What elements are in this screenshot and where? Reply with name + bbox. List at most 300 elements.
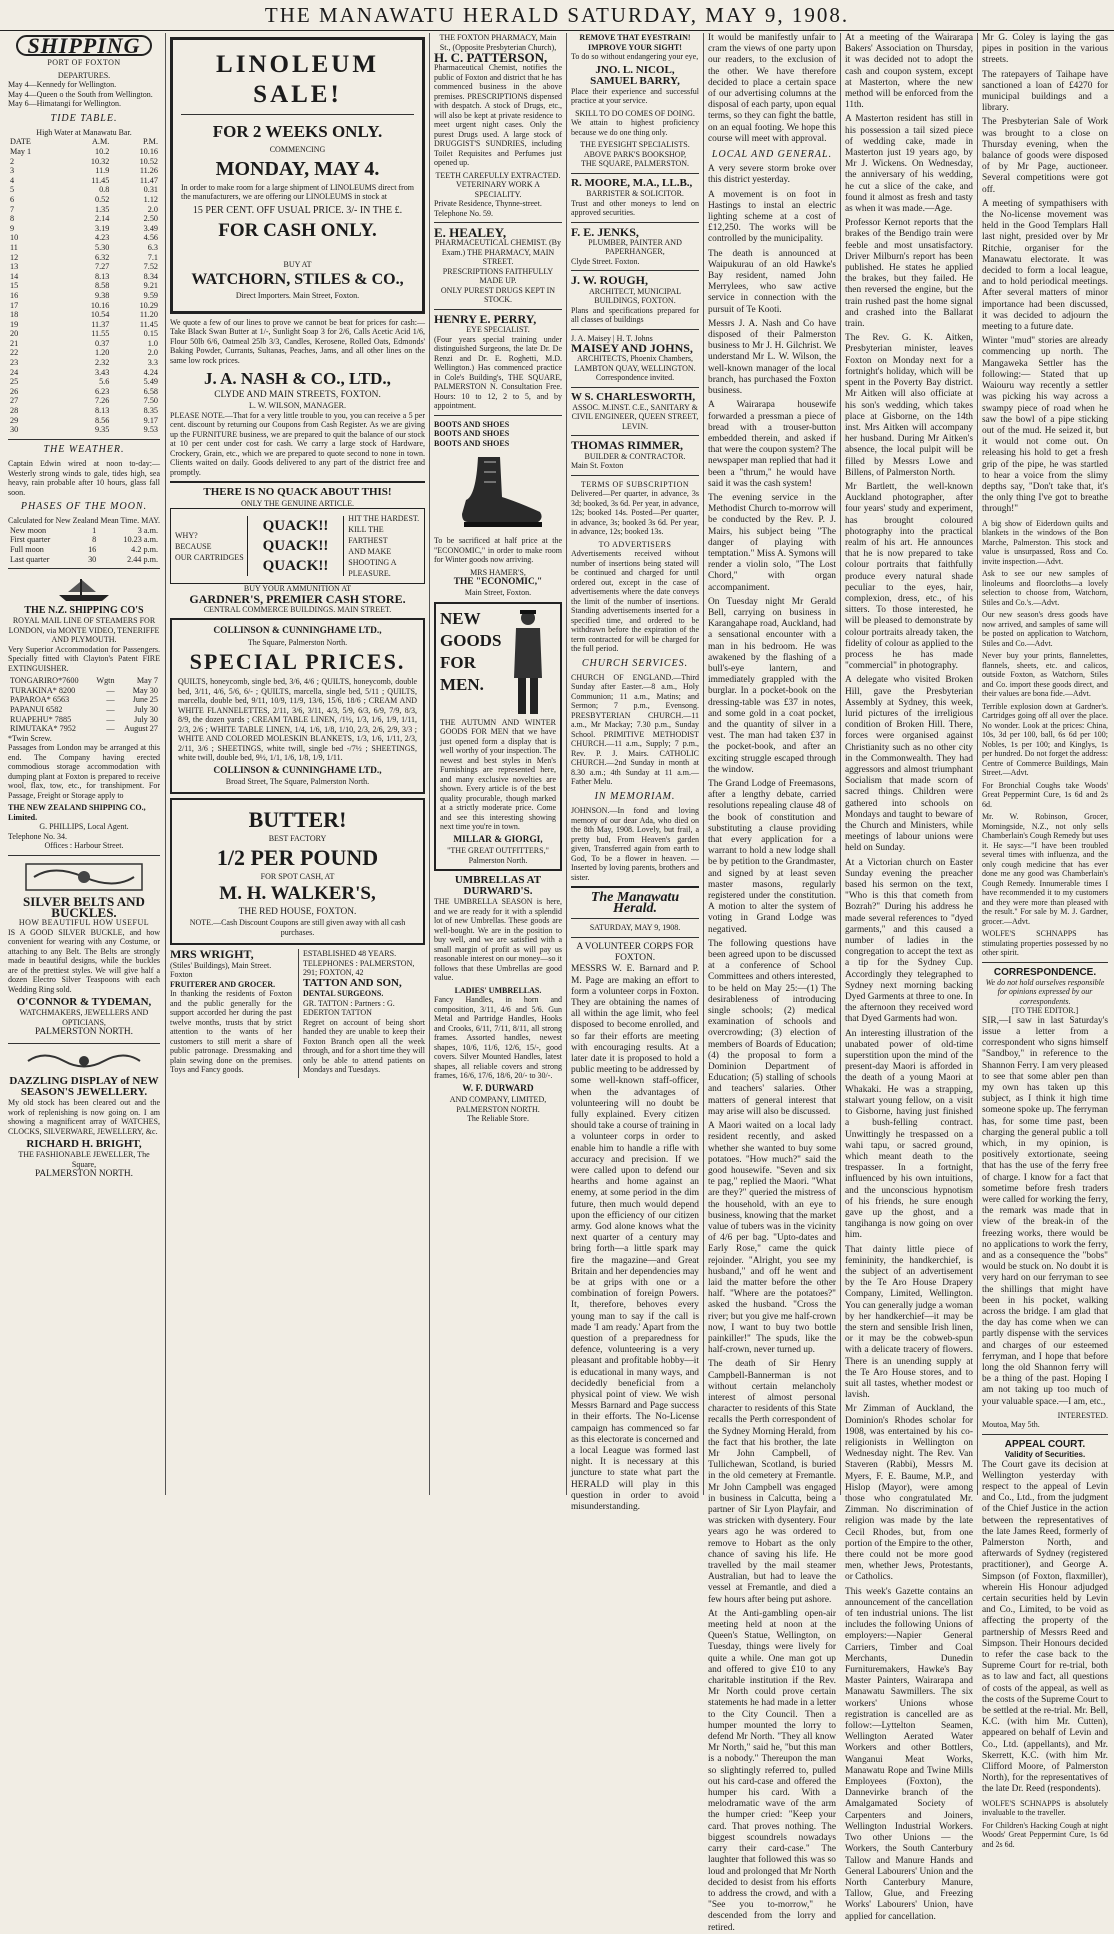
- column-display-ads: [170, 33, 425, 1495]
- tide-heading: TIDE TABLE.: [50, 112, 118, 124]
- article-paragraph: A Masterton resident has still in his possession a tail sized piece of wedding cake, made in Masterton just 19 years ago, by Mr J. Wickens. On Wednesday, the anniversary of his wedding, he cut a slice of the cake, and found it almost as fresh and tasty as when it was made.—Age.: [845, 114, 973, 215]
- watchorn-name: WATCHORN, STILES & CO.,: [191, 271, 404, 289]
- table-cell: 2: [10, 156, 15, 166]
- new-goods-word: GOODS: [440, 630, 502, 650]
- table-cell: —: [106, 685, 115, 695]
- letter-signature: INTERESTED.: [1057, 1410, 1108, 1420]
- linoleum-commencing: COMMENCING: [269, 145, 326, 154]
- memoriam-heading: IN MEMORIAM.: [594, 790, 676, 802]
- article-paragraph: A Maori waited on a local lady resident recently, and asked whether she wanted to buy some potatoes. "How much?" said the good housewife. "Seven and six te pag," replied the Maori. "What are they?" queried the mistress of the household, with an eye to business, knowing that the market value of tubers was in the vicinity of 4/6 per bag. "Upto-dates and Early Rose," came the quick rejoinder. "Alright, you see my husband," and off he went and laid the matter before the other half. "Where are the potatoes?" asked the husband. "Cross the river; but you give me half-crown now, I want to buy two bottle painkiller!" The spuds, like the half-crown, never turned up.: [708, 1121, 836, 1356]
- healey-sub: PHARMACEUTICAL CHEMIST. (By Exam.) THE PHARMACY, MAIN STREET.: [434, 238, 561, 267]
- table-cell: 11.37: [91, 319, 110, 329]
- tide-row: [8, 233, 160, 243]
- article-paragraph: The Presbyterian Sale of Work was brought to a close on Thursday evening, when the balance of goods were disposed of by Mr Page, auctioneer. Several competitions were got off.: [982, 117, 1108, 195]
- table-cell: 24: [10, 367, 19, 377]
- bright-sub: THE FASHIONABLE JEWELLER, The Square,: [18, 1150, 150, 1169]
- gentleman-figure-icon: [504, 608, 552, 718]
- rimmer-name: THOMAS RIMMER,: [571, 438, 683, 453]
- church-text: CHURCH OF ENGLAND.—Third Sunday after Easter.—8 a.m., Holy Communion; 11 a.m., Matins; and Sermon; 7 p.m., Evensong. PRESBYTERIAN CHURCH.—11 a.m., Mr Mackay; 7.30 p.m., Sunday School. PRIMITIVE METHODIST CHURCH.—11 a.m., Supply; 7 p.m., Rev. P. J. Mairs. CATHOLIC CHURCH.—2nd Sunday in month at 8.30 a.m.; 4th Sunday at 11 a.m.—Father Melu.: [571, 672, 699, 787]
- table-cell: 6.3: [147, 242, 158, 252]
- masthead: THE MANAWATU HERALD SATURDAY, MAY 9, 1908.: [0, 0, 1114, 31]
- article-paragraph: A Wairarapa housewife forwarded a pressman a piece of bread with a trouser-button embedded therein, and asked if that were the coupon system? The newspaper man replied that had it been a "thrum," he would have said it was the cash system!: [708, 400, 836, 489]
- prescriptions-line: PRESCRIPTIONS FAITHFULLY MADE UP.: [442, 266, 554, 286]
- table-cell: 15: [10, 281, 19, 291]
- tide-row: [8, 348, 160, 358]
- table-cell: Last quarter: [10, 554, 50, 564]
- quack-buy: BUY YOUR AMMUNITION AT: [243, 584, 352, 594]
- steamer-row: [8, 715, 160, 725]
- table-cell: 4.2 p.m.: [131, 544, 158, 554]
- moon-row: [8, 535, 160, 545]
- table-cell: 7: [10, 204, 15, 214]
- table-cell: 0.31: [143, 185, 158, 195]
- moon-row: [8, 526, 160, 536]
- advt-paragraph: Ask to see our new samples of linoleums and floorcloths—a lovely selection to choose from, Watchorn, Stiles and Co.'s.—Advt.: [982, 569, 1108, 607]
- letter-text: SIR,—I saw in last Saturday's issue a letter from a correspondent who signs himself "Sandboy," in reference to the Shannon Ferry. I am very pleased to see that some abler pen than my own has taken up this subject, as I think it high time someone spoke up. The ferryman has, for some time past, been charging the general public a toll which, in my opinion, is positively extortionate, seeing that has the use of the ferry free of charge. I know for a fact that sometime before fresh traders were called for working the ferry, the remark was made that in view of the break-in of the freezing works, there would be no applications to work the ferry, and as a consequence the "bobs" would be stuck on. No doubt it is very hard on our ferryman to see the shillings that might have been in his pocket, walking across the bridge. I am glad that the day has come when we can partly dispense with the services and charges of our esteemed ferryman, and I hope that before long the old Shannon ferry will be a thing of the past. Hoping I am not taking up too much of your valuable space.—I am, etc.,: [982, 1015, 1108, 1407]
- table-cell: 2.0: [147, 348, 158, 358]
- table-cell: 5.30: [94, 242, 110, 252]
- quack-right: [344, 513, 420, 579]
- article-paragraph: A movement is on foot in Hastings to instal an electric lighting scheme at a cost of £12,250. The works will be controlled by the municipality.: [708, 189, 836, 245]
- linoleum-heading: LINOLEUM: [216, 51, 379, 78]
- table-cell: 27: [10, 396, 19, 406]
- table-cell: Full moon: [10, 544, 44, 554]
- article-paragraph: An interesting illustration of the unabated power of old-time superstition upon the mind of the present-day Maori is afforded in the death of a young Maori at Whakaki. He was a strapping, stalwart young fellow, on a visit to Gisborne, having just finished a bush-felling contract. Unwittingly he trespassed on a wahi tapu, or sacred ground, which meant death to the trespasser. In a fortnight, influenced by his own intuitions, and the unconscious hypnotism of his friends, he sure enough gave up the ghost, and a tangihanga is now going on over him.: [845, 1028, 973, 1241]
- tide-row: [8, 272, 160, 282]
- article-paragraph: That dainty little piece of femininity, the handkerchief, is the subject of an advertisement by the Te Aro House Drapery Company, Limited, Wellington. You can generally judge a woman by her handkerchief—it may be the stern and sensible Irish linen, or it may be the cobweb-spun with a delicate tracery of flowers. There is an unending supply at the Te Aro House stores, and to suit all tastes, whether modest or lavish.: [845, 1244, 973, 1401]
- advertisers-heading: TO ADVERTISERS: [598, 539, 672, 549]
- table-cell: First quarter: [10, 535, 51, 545]
- dazzle-heading: DAZZLING DISPLAY of NEW SEASON'S JEWELLERY.: [9, 1074, 159, 1098]
- wright-ad: [170, 949, 292, 1077]
- rimmer-address: Main St. Foxton: [571, 461, 624, 471]
- table-cell: 3.19: [94, 223, 110, 233]
- weather-text: Captain Edwin wired at noon to-day:— Westerly strong winds to gale, tides high, sea heavy, rain probable after 10 hours, glass fall soon.: [8, 459, 160, 497]
- tide-row: [8, 214, 160, 224]
- maisey-name: MAISEY AND JOHNS,: [571, 341, 693, 356]
- private-residence: Private Residence, Thynne-street. Telephone No. 59.: [434, 199, 542, 218]
- skill-text: We attain to highest proficiency because we do one thing only.: [571, 118, 699, 137]
- moon-row: [8, 545, 160, 555]
- table-cell: 7.27: [94, 262, 110, 272]
- table-cell: 21: [10, 338, 19, 348]
- article-paragraph: The following questions have been agreed upon to be discussed at a conference of School Committees and others interested, to be held on May 25:—(1) The desirableness of introducing single schools; (2) medical examination of schools and overcrowding; (3) election of members of Boards of Education; (4) the proposal to form a Dominion Department of Education; (5) stalling of schools and teachers' salaries. Other matters of general interest that may arise will also be discussed.: [708, 938, 836, 1117]
- departures-list: [8, 80, 160, 109]
- new-goods-word: NEW: [440, 608, 481, 628]
- quack-right-line: AND MAKE SHOOTING A PLEASURE.: [348, 547, 397, 579]
- table-cell: 10.32: [90, 156, 110, 166]
- umbrellas-text: THE UMBRELLA SEASON is here, and we are ready for it with a splendid lot of new Umbrellas. These goods are well-bought. We are in the position to buy well, and we are satisfied with a small margin of profit as will pay us reasonable interest on our money—so it follows that these Umbrellas are good value.: [434, 897, 562, 983]
- table-header: A.M.: [92, 137, 110, 147]
- steamer-row: [8, 695, 160, 705]
- tatton-established: ESTABLISHED 48 YEARS. TELEPHONES : PALMERSTON, 291; FOXTON, 42: [303, 949, 415, 978]
- table-cell: 11.9: [95, 166, 110, 176]
- new-goods-ad: [434, 602, 562, 871]
- table-cell: 11.55: [91, 329, 110, 339]
- article-paragraph: At a meeting of the Wairarapa Bakers' Association on Thursday, it was decided not to adopt the cash and coupon system, except at Masterton, where the new method will be enforced from the 11th.: [845, 33, 973, 111]
- column-chemists: [434, 33, 562, 1495]
- table-cell: 8.58: [94, 281, 110, 291]
- appeal-heading: APPEAL COURT.: [1004, 1438, 1086, 1450]
- table-cell: 11.47: [139, 175, 158, 185]
- tatton-sub: DENTAL SURGEONS.: [303, 989, 384, 999]
- table-cell: 30: [10, 425, 19, 435]
- jenks-address: Clyde Street. Foxton.: [571, 256, 640, 266]
- nash-heading: J. A. NASH & CO., LTD.,: [204, 369, 391, 389]
- square-line: THE SQUARE, PALMERSTON.: [580, 159, 689, 169]
- table-cell: TONGARIRO*7600: [10, 676, 79, 686]
- nicol-names: JNO. L. NICOL, SAMUEL BARRY,: [590, 63, 680, 87]
- tide-table: [8, 137, 160, 434]
- departure-item: May 4—Kennedy for Wellington.: [8, 80, 117, 90]
- correspondence-to: [TO THE EDITOR.]: [1011, 1006, 1079, 1016]
- silver-subheading: HOW BEAUTIFUL HOW USEFUL: [18, 918, 150, 928]
- quack-right-line: HIT THE HARDEST.: [348, 514, 420, 524]
- quack-left-line: BECAUSE: [175, 541, 212, 551]
- tide-row: [8, 195, 160, 205]
- table-cell: 10.16: [139, 147, 158, 156]
- tide-row: [8, 416, 160, 426]
- skill-line: SKILL TO DO COMES OF DOING.: [575, 108, 695, 118]
- table-cell: 7.50: [143, 396, 158, 406]
- boots-text: To be sacrificed at half price at the "ECONOMIC," in order to make room for Winter goods now arriving.: [434, 536, 562, 565]
- correspondence-note: We do not hold ourselves responsible for opinions expressed by our correspondents.: [985, 977, 1105, 1006]
- eyesight-line: THE EYESIGHT SPECIALISTS.: [580, 140, 690, 150]
- table-cell: 11: [10, 242, 18, 252]
- collinson-name-2: COLLINSON & CUNNINGHAME LTD.,: [213, 765, 382, 776]
- oconnor-sub: WATCHMAKERS, JEWELLERS AND OPTICIANS,: [19, 1008, 149, 1027]
- quack-left-line: OUR CARTRIDGES: [175, 552, 244, 562]
- tide-row: [8, 339, 160, 349]
- table-cell: 7.52: [143, 262, 158, 272]
- weather-heading: THE WEATHER.: [43, 443, 125, 455]
- terms-heading: TERMS OF SUBSCRIPTION: [580, 479, 690, 489]
- new-goods-row: [440, 608, 556, 718]
- tide-row: [8, 358, 160, 368]
- table-cell: 1.20: [94, 348, 110, 358]
- nzs-agent-local: G. PHILLIPS, Local Agent.: [39, 822, 129, 832]
- perry-sub: EYE SPECIALIST.: [466, 325, 530, 335]
- tatton-ad: [298, 949, 425, 1077]
- letter-date: Moutoa, May 5th.: [982, 1420, 1040, 1430]
- moon-table: [8, 526, 160, 564]
- tide-row: [8, 147, 160, 157]
- table-cell: 9: [10, 223, 15, 233]
- article-paragraph: The death of Sir Henry Campbell-Bannerman is not without certain melancholy interest of almost personal character to residents of this State recalls the Perth correspondent of the Sydney Morning Herald, from the fact that his brother, the late Mr John Campbell, of Tullichewan, Scotland, is buried in the old cemetery at Fremantle. Mr John Campbell was engaged in business in Calcutta, being a partner of Sir Lyon Playfair, and was stricken with dysentery. Four years ago he was ordered to remove to Hobart as the only chance of saving his life. He travelled by the mail steamer Australian, but had to leave the vessel at Fremantle, and died a few hours after being put ashore.: [708, 1359, 836, 1605]
- rimmer-sub: BUILDER & CONTRACTOR.: [584, 451, 686, 461]
- economic-sub: Main Street, Foxton.: [464, 588, 532, 598]
- article-paragraph: The death is announced at Waipukurau of an old Hawke's Bay resident, named John Merrylees, who saw active service in connection with the pursuit of Te Kooti.: [708, 248, 836, 315]
- table-cell: 18: [10, 310, 19, 320]
- advt-paragraph: For Bronchial Coughs take Woods' Great Peppermint Cure, 1s 6d and 2s 6d.: [982, 780, 1108, 809]
- table-cell: 17: [10, 300, 19, 310]
- new-goods-word: MEN.: [440, 674, 484, 694]
- durward-name: W. F. DURWARD: [462, 1083, 534, 1094]
- article-paragraph: Mr G. Coley is laying the gas pipes in position in the various streets.: [982, 33, 1108, 66]
- departure-item: May 6—Himatangi for Wellington.: [8, 99, 121, 109]
- butter-cash: FOR SPOT CASH, AT: [260, 871, 335, 881]
- table-cell: —: [106, 724, 115, 734]
- table-cell: 25: [10, 377, 19, 387]
- eyestrain-heading: REMOVE THAT EYESTRAIN! IMPROVE YOUR SIGHT!: [579, 33, 691, 52]
- table-cell: New moon: [10, 525, 47, 535]
- table-cell: PAPANUI 6582: [10, 705, 63, 715]
- memoriam-text: JOHNSON.—In fond and loving memory of our dear Ada, who died on the 8th May, 1908. Lovely, but frail, a pretty bud, From Heaven's garden given, Transferred again from earth to God, To be a flower in heaven. —Inserted by loving parents, brothers and sister.: [571, 806, 699, 882]
- tide-row: [8, 320, 160, 330]
- table-cell: 9.38: [94, 290, 110, 300]
- table-cell: —: [106, 705, 115, 715]
- ship-icon: [54, 573, 114, 603]
- column-shipping: [8, 33, 160, 1495]
- new-goods-word: FOR: [440, 652, 476, 672]
- table-cell: 0.52: [94, 194, 110, 204]
- table-cell: 3.43: [94, 367, 110, 377]
- dazzle-text: My old stock has been cleared out and the work of replenishing is now going on. I am showing a magnificent array of WATCHES, CLOCKS, SILVERWARE, JEWELLERY, &c.: [8, 1098, 160, 1136]
- nzs-text-2: Passages from London may be arranged at this end. The Company having erected commodious storage accommodation with dumping plant at Foxton is prepared to receive wool, flax, tow, etc., for transhipment. For Passage, Freight or Storage apply to: [8, 743, 160, 800]
- table-cell: 1.35: [94, 204, 110, 214]
- bottom-ads-row: [170, 949, 425, 1077]
- table-cell: 8: [10, 214, 15, 224]
- table-cell: 11.26: [139, 166, 158, 176]
- table-header-row: [8, 137, 160, 147]
- herald-date: SATURDAY, MAY 9, 1908.: [589, 923, 681, 933]
- table-cell: 3 a.m.: [137, 525, 158, 535]
- table-cell: 0.8: [99, 185, 110, 195]
- table-cell: 5.6: [99, 377, 110, 387]
- table-cell: 8.13: [94, 271, 110, 281]
- walker-note: NOTE.—Cash Discount Coupons are still given away with all cash purchases.: [189, 918, 406, 937]
- tide-row: [8, 281, 160, 291]
- butter-ad: [170, 798, 425, 945]
- table-cell: 0.37: [94, 338, 110, 348]
- nash-text: We quote a few of our lines to prove we cannot be beat for prices for cash:— Take Black Swan Butter at 1/-, Sunlight Soap 3 for 2/6, Calls Acetic Acid 1/6, Flour 50lb 6/6, Oatmeal 25lb 3/3, Candles, Kerosene, Rolled Oats, Edmonds' Baking Powder, Currants, Sultanas, Peaches, Jams, and all other lines on the same low rock prices.: [170, 317, 425, 365]
- quack-box: [170, 508, 425, 584]
- butter-price: 1/2 PER POUND: [216, 844, 379, 870]
- nicol-text: Place their experience and successful practice at your service.: [571, 86, 699, 106]
- eyestrain-text: To do so without endangering your eye,: [571, 52, 699, 61]
- wright-text: In thanking the residents of Foxton and the public generally for the support accorded her during the past twelve months, trusts that by strict attention to the wants of her customers to still merit a share of public patronage. Dressmaking and plain sewing done on the premises. Toys and Fancy goods.: [170, 989, 292, 1075]
- table-cell: May 7: [136, 676, 158, 686]
- steamer-row: [8, 676, 160, 686]
- collinson-address-2: Broad Street, The Square, Palmerston North.: [225, 776, 370, 786]
- butter-sub: BEST FACTORY: [268, 834, 327, 844]
- table-cell: 16: [10, 290, 19, 300]
- healey-name: E. HEALEY,: [434, 225, 507, 241]
- tide-row: [8, 368, 160, 378]
- article-paragraph: The Grand Lodge of Freemasons, after a lengthy debate, carried resolutions repealing clause 48 of the book of constitution and substituting a clause providing that every application for a warrant to hold a new lodge shall be by petition to the Grandmaster, and signed by at least seven master masons, regularly registered under the constitution. A motion to alter the system of voting in Grand Lodge was negatived.: [708, 779, 836, 935]
- table-cell: 10: [10, 233, 19, 243]
- table-cell: 9.35: [94, 425, 110, 435]
- table-cell: July 30: [134, 705, 158, 715]
- quack-line: QUACK!!: [262, 538, 329, 555]
- table-cell: 4.24: [143, 367, 158, 377]
- maisey-names: J. A. Maisey | H. T. Johns: [571, 333, 653, 343]
- gardner-name: GARDNER'S, PREMIER CASH STORE.: [189, 591, 406, 606]
- silver-text: IS A GOOD SILVER BUCKLE, and how convenient for wearing with any Costume, or attaching to any Belt. The Belts are strongly made in beautiful designs, while the buckles are of the prettiest styles. We will give half a dozen Electro Silver Teaspoons with each Wedding Ring sold.: [8, 927, 160, 994]
- terms-text: Delivered—Per quarter, in advance, 3s 3d; booked, 3s 6d. Per year, in advance, 12s; booked 14s. Posted—Per quarter, in advance, 3s; booked 3s 6d. Per year, in advance, 12s; booked 13s.: [571, 489, 699, 537]
- article-paragraph: At a Victorian church on Easter Sunday evening the preacher based his sermon on the text, "Who is this that cometh from Bozrah?" During his address he made several references to "dyed garments," and this caused a number of ladies in the congregation to accept the text as a tip for the Sydney Cup. Accordingly they telegraphed to Sydney next morning backing Dyed Garments at three to one. In the afternoon they received word that Dyed Garments had won.: [845, 857, 973, 1025]
- tide-row: [8, 396, 160, 406]
- hamer-name: MRS HAMER'S,: [470, 567, 526, 577]
- millar-sub: "THE GREAT OUTFITTERS," Palmerston North.: [447, 846, 549, 865]
- millar-name: MILLAR & GIORGI,: [453, 834, 543, 845]
- table-cell: 3.3: [147, 358, 158, 368]
- pharmacy-heading: THE FOXTON PHARMACY, Main St., (Opposite Presbyterian Church),: [439, 33, 557, 52]
- charlesworth-name: W S. CHARLESWORTH,: [571, 390, 696, 403]
- column-news: [845, 33, 973, 1922]
- article-paragraph: The ratepayers of Taihape have sanctioned a loan of £4270 for municipal buildings and a library.: [982, 69, 1108, 114]
- table-cell: 6: [10, 194, 15, 204]
- tide-row: [8, 185, 160, 195]
- linoleum-text: In order to make room for a large shipment of LINOLEUMS direct from the manufacturers, we are offering our LINOLEUMS in stock at: [181, 182, 414, 201]
- linoleum-buy-at: BUY AT: [283, 259, 312, 269]
- bright-name: RICHARD H. BRIGHT,: [26, 1138, 142, 1151]
- tatton-name: TATTON AND SON,: [303, 976, 402, 989]
- table-cell: 9.59: [143, 290, 158, 300]
- advt-paragraph: WOLFE'S SCHNAPPS has stimulating properties possessed by no other spirit.: [982, 929, 1108, 958]
- moon-heading: PHASES OF THE MOON.: [20, 501, 148, 513]
- table-cell: RIMUTAKA* 7952: [10, 724, 76, 734]
- quack-line: QUACK!!: [262, 558, 329, 575]
- quack-middle: [247, 516, 345, 576]
- column-local-general: [708, 33, 836, 1933]
- boots-line: BOOTS AND SHOES: [434, 438, 510, 448]
- table-cell: 23: [10, 358, 19, 368]
- table-cell: 26: [10, 386, 19, 396]
- silver-heading: SILVER BELTS AND BUCKLES.: [23, 893, 145, 921]
- purest-drugs-line: ONLY PUREST DRUGS KEPT IN STOCK.: [440, 285, 556, 305]
- table-cell: 10.29: [139, 300, 158, 310]
- wright-name: MRS WRIGHT,: [170, 947, 254, 962]
- rough-name: J. W. ROUGH,: [571, 273, 649, 288]
- table-cell: 10.54: [90, 310, 110, 320]
- steamer-row: [8, 705, 160, 715]
- tide-row: [8, 291, 160, 301]
- vet-line: VETERINARY WORK A SPECIALITY.: [456, 180, 540, 199]
- table-cell: —: [106, 714, 115, 724]
- table-cell: 20: [10, 329, 19, 339]
- tide-row: [8, 387, 160, 397]
- table-cell: 6.23: [94, 386, 110, 396]
- table-cell: 7.1: [147, 252, 158, 262]
- table-cell: 30: [88, 554, 97, 564]
- table-cell: 4.23: [94, 233, 110, 243]
- patterson-text: Pharmaceutical Chemist, notifies the public of Foxton and district that he has commenced business in the above premises. PRESCRIPTIONS dispensed with despatch. A stock of Drugs, etc., will also be kept at private residence to meet urgent night cases. Only the purest Drugs used. A large stock of DRUGGIST'S SUNDRIES, including Toilet Requisites and Perfumes just opened up.: [434, 63, 562, 168]
- tide-row: [8, 310, 160, 320]
- walker-name: M. H. WALKER'S,: [219, 883, 376, 905]
- nzs-agent: THE NEW ZEALAND SHIPPING CO., Limited.: [8, 803, 146, 822]
- rough-text: Plans and specifications prepared for all classes of buildings: [571, 305, 699, 325]
- bright-town: PALMERSTON NORTH.: [35, 1169, 133, 1180]
- quack-line: QUACK!!: [262, 518, 329, 535]
- moon-row: [8, 555, 160, 565]
- table-cell: 7.26: [94, 396, 110, 406]
- linoleum-ad: [170, 37, 425, 314]
- table-cell: PAPAROA* 6563: [10, 695, 70, 705]
- table-cell: 10.16: [90, 300, 110, 310]
- table-cell: May 1: [10, 147, 32, 156]
- table-cell: 9.53: [143, 425, 158, 435]
- teeth-line: TEETH CAREFULLY EXTRACTED.: [435, 170, 561, 180]
- linoleum-sale: SALE!: [253, 81, 342, 108]
- wright-heading: FRUITERER AND GROCER.: [170, 979, 276, 989]
- moore-sub: BARRISTER & SOLICITOR.: [586, 189, 684, 199]
- quack-heading: THERE IS NO QUACK ABOUT THIS!: [203, 486, 392, 499]
- steamer-row: [8, 686, 160, 696]
- table-cell: 8.35: [143, 406, 158, 416]
- table-cell: 0.15: [143, 329, 158, 339]
- article-paragraph: A delegate who visited Broken Hill, gave the Presbyterian Assembly at Sydney, this week, lurid pictures of the irreligious condition of Broken Hill. There, forces were organised against Christianity such as no other city in the Commonwealth. They had aggressors and almost triumphant Socialism that made scorn of sacred things. Children were gathered into schools on Mondays and taught to beware of the Church and Ministers, while meetings of labour unions were held on Sunday.: [845, 675, 973, 854]
- advt-paragraph: WOLFE'S SCHNAPPS is absolutely invaluable to the traveller.: [982, 1798, 1108, 1818]
- article-paragraph: The evening service in the Methodist Church to-morrow will be conducted by the Rev. P. J. Mairs, his subject being "The danger of playing with temptation." Miss A. Symons will render a violin solo, "The Lost Chord," with organ accompaniment.: [708, 492, 836, 593]
- article-paragraph: Messrs J. A. Nash and Co have disposed of their Palmerston business to Mr J. H. Gilchrist. We understand Mr L. W. Wilson, the well-known manager of the local branch, has purchased the Foxton business.: [708, 318, 836, 397]
- rough-sub: ARCHITECT, MUNICIPAL BUILDINGS, FOXTON.: [588, 286, 681, 306]
- twin-screw-note: *Twin Screw.: [8, 733, 52, 743]
- oconnor-name: O'CONNOR & TYDEMAN,: [16, 996, 152, 1009]
- quack-left-line: WHY?: [175, 530, 198, 540]
- tatton-partners: GR. TATTON : Partners : G. EDERTON TATTON: [303, 998, 395, 1018]
- table-header: DATE: [10, 137, 31, 147]
- ornament-banner-icon: [24, 860, 144, 894]
- volunteer-text: MESSRS W. E. Barnard and P. M. Page are making an effort to form a volunteer corps in Foxton. They are obtaining the names of all within the age limit, who feel disposed to become enrolled, and so far their efforts are meeting with encouraging results. At a later date it is proposed to hold a public meeting to be addressed by some well-known staff-officer, when the advantages of volunteering will no doubt be fully explained. Every citizen should take a course of training in a volunteer corps in order to enable him to handle a rifle with accuracy and precision. If we were called upon to defend our hearths and home against an enemy, at some period in the dim future, then much would depend upon the efficiency of our citizen army. God alone knows what the next quarter of a century may bring forth—a little spark may fire the magazine—and Great Britain and her dependencies may be at grips with one or a combination of foreign Powers. It, therefore, behoves every young man to say if the call is made 'I am ready.' Apart from the question of a preparedness for defence, volunteering is a very pleasant and profitable hobby—it is educational in many ways, and decidedly beneficial from a physical point of view. We wish Messrs Barnard and Page success in their efforts. The No-License campaign has commenced so far as this electorate is concerned and a local League was formed last night. It is necessary at this juncture to state what part the HERALD will play in this question in order to avoid misunderstanding.: [571, 964, 699, 1513]
- appeal-text: The Court gave its decision at Wellington yesterday with respect to the appeal of Levin and Co., Ltd., from the judgment of the Chief Justice in the action between the representatives of the late James Reed, formerly of Palmerston North, and afterwards of Sydney (registered practitioner), and George A. Simpson (of Foxton, flaxmiller), wherein His Honour adjudged certain securities held by Levin and Co., Limited, to be void as affecting the property of the partnership of Messrs Reed and Simpson. Their Honours decided to refer the case back to the Supreme Court for re-trial, both as to law and fact, all questions of costs of the appeal, as well as the costs of the Supreme Court to be settled at the re-trial. Mr. Bell, K.C. (with him Mr. Cutten), appeared on behalf of Levin and Co., Ltd. (appellants), and Mr. Skerrett, K.C. (with him Mr. Clifford Moore, of Palmerston North), for the representatives of the late Dr. Reed (respondents).: [982, 1459, 1108, 1795]
- article-paragraph: A meeting of sympathisers with the No-license movement was held in the Good Templars Hall last night, presided over by Mr Ritchie, organiser for the Manawatu electorate. It was decided to form a local league, and to hold periodical meetings. After several matters of minor importance had been discussed, it was decided to adjourn the meeting to a future date.: [982, 198, 1108, 333]
- table-cell: 10.23 a.m.: [123, 535, 158, 545]
- table-cell: 2.50: [143, 214, 158, 224]
- departure-item: May 4—Queen o the South from Wellington.: [8, 89, 153, 99]
- above-line: ABOVE PARK'S BOOKSHOP,: [583, 149, 687, 159]
- tide-subheading: High Water at Manawatu Bar.: [36, 127, 132, 137]
- special-prices-text: QUILTS, honeycomb, single bed, 3/6, 4/6 ; QUILTS, honeycomb, double bed, 3/11, 4/6, 5/6, 6/- ; QUILTS, marcella, single bed, 5/11 ; QUILTS, marcella, double bed, 9/11, 10/9, 11/9, 13/6, 15/6, 18/6 ; CREAM AND WHITE FLANNELETTES, 2/11, 3/6, 3/11, 4/3, 5/9, 6/3, 6/9, 7/9, 8/3, 8/9, the dozen yards ; CREAM TABLE LINEN, /1½, 1/3, 1/6, 1/9, 1/11, 2/3, 2/6 ; WHITE TABLE LINEN, 1/4, 1/6, 1/8, 1/10, 2/3, 2/6, 2/9, 3/3 ; WHITE AND COLORED MOLESKIN BLANKETS, 1/3, 1/6, 1/11, 2/3, 2/11, 3/6 ; SHEETINGS, white twill, single bed -/7½ ; SHEETINGS, white twill, double bed, 9½, 1/1, 1/6, 1/8, 1/9, 1/11.: [178, 677, 417, 763]
- special-prices-heading: SPECIAL PRICES.: [189, 649, 406, 675]
- table-cell: —: [106, 695, 115, 705]
- walker-sub: THE RED HOUSE, FOXTON.: [238, 907, 357, 918]
- moore-name: R. MOORE, M.A., LL.B.,: [571, 176, 693, 189]
- tide-row: [8, 176, 160, 186]
- article-paragraph: It would be manifestly unfair to cram the views of one party upon our readers, to the exclusion of the other. We have therefore decided to place a certain space of our advertising columns at the disposal of each party, upon equal terms, so they can fight the battle, on an equal footing. We hope this course will meet with approval.: [708, 33, 836, 144]
- table-cell: 29: [10, 415, 19, 425]
- steamers-table: [8, 676, 160, 734]
- advt-paragraph: For Children's Hacking Cough at night Woods' Great Peppermint Cure, 1s 6d and 2s 6d.: [982, 1820, 1108, 1849]
- article-paragraph: Mr Bartlett, the well-known Auckland photographer, after four years' study and experiment, has brought coloured photography into the practical realm of his art. He announces that he is now prepared to take colour portraits that faithfully produce every natural shade peculiar to the eyes, hair, complexion, dress, etc., of his sitters. To those interested, he will be pleased to demonstrate by colour portraits already taken, the fidelity of colour as applied to the process he has made "commercial" in photography.: [845, 481, 973, 672]
- departures-heading: DEPARTURES.: [57, 70, 111, 80]
- nzs-heading: THE N.Z. SHIPPING CO'S: [24, 605, 144, 617]
- table-cell: Wgtn: [96, 676, 115, 686]
- nash-manager: L. W. WILSON, MANAGER.: [249, 401, 346, 411]
- article-paragraph: At the Anti-gambling open-air meeting held at noon at the Queen's Statue, Wellington, on Tuesday, things were lively for quite a while. One man got up and offered to give £10 to any charitable institution if the Rev. Mr North could prove certain statements he had made in a letter to the City Council. Then a humper mounted the lorry to defend Mr North. "They all know Mr North," said he, "but this man is a nobody." Thereupon the man so slightingly referred to, pulled out his card-case and offered the humper his card. With a melodramatic wave of the arm the humper cried: "Keep your card. That proves nothing. The biggest scoundrels nowadays carry their card-case." The laughter that followed this was so loud and prolonged that Mr North decided to desist from his efforts to address the crowd, and with a "See you to-morrow," he descended from the lorry and retired.: [708, 1608, 836, 1933]
- boot-icon: [448, 452, 548, 532]
- maisey-correspondence: Correspondence invited.: [595, 373, 675, 383]
- table-cell: TURAKINA* 8200: [10, 685, 76, 695]
- table-cell: June 25: [132, 695, 158, 705]
- linoleum-offer: 15 PER CENT. OFF USUAL PRICE. 3/- IN THE £.: [192, 204, 403, 216]
- charlesworth-sub: ASSOC. M.INST. C.E., SANITARY & CIVIL ENGINEER, QUEEN STREET, LEVIN.: [571, 402, 699, 431]
- table-cell: 6.32: [94, 252, 110, 262]
- table-cell: 6.58: [143, 386, 158, 396]
- tide-row: [8, 205, 160, 215]
- table-cell: 1: [92, 525, 97, 535]
- quack-right-line: KILL THE FARTHEST: [348, 525, 388, 546]
- table-cell: 28: [10, 406, 19, 416]
- moore-text: Trust and other moneys to lend on approved securities.: [571, 198, 699, 218]
- linoleum-weeks: FOR 2 WEEKS ONLY.: [212, 122, 383, 141]
- herald-nameplate: The Manawatu Herald.: [590, 890, 680, 917]
- moon-subheading: Calculated for New Zealand Mean Time. MAY.: [8, 516, 160, 526]
- table-cell: 10.2: [94, 147, 110, 156]
- jenks-name: F. E. JENKS,: [571, 224, 639, 239]
- collinson-address: The Square, Palmerston North.: [247, 637, 348, 647]
- oconnor-town: PALMERSTON NORTH.: [35, 1027, 133, 1038]
